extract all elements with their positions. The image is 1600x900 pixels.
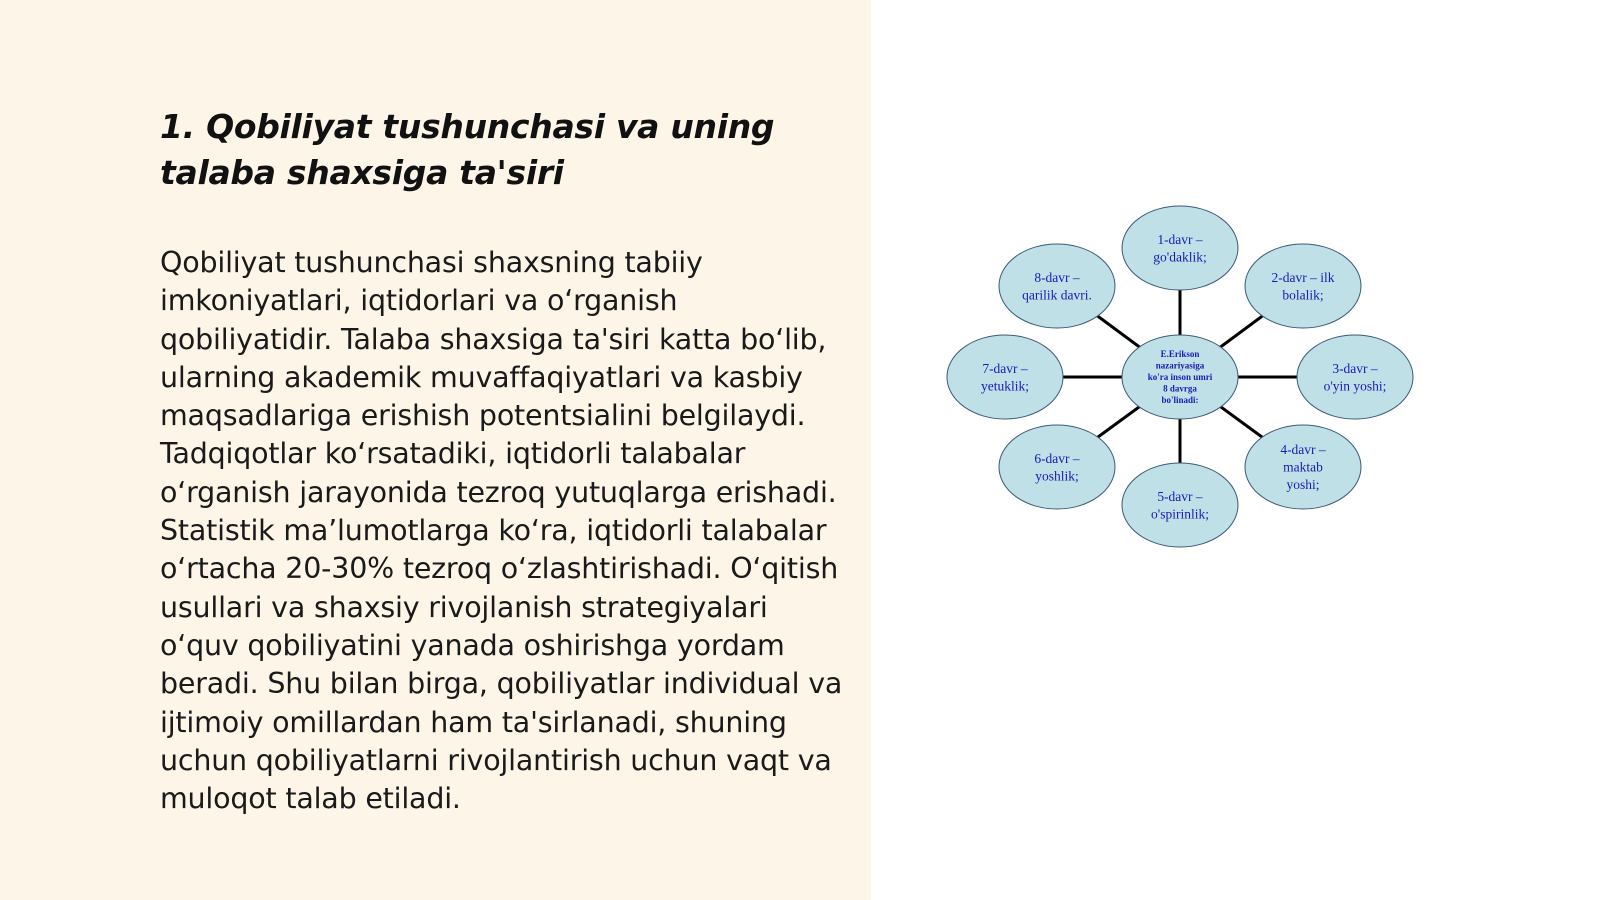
stage-node-6-ellipse <box>999 425 1115 509</box>
stage-node-3-label: 3-davr – o'yin yoshi; <box>1323 360 1387 394</box>
stage-node-7-ellipse <box>947 335 1063 419</box>
erikson-stages-diagram <box>945 200 1445 570</box>
stage-node-2-ellipse <box>1245 244 1361 328</box>
stage-node-2-label: 2-davr – ilk bolalik; <box>1271 269 1335 303</box>
slide-body: Qobiliyat tushunchasi shaxsning tabiiy imkoniyatlari, iqtidorlari va o‘rganish qobiliyatidir. Talaba shaxsiga ta'siri katta bo‘lib, ularning akademik muvaffaqiyatlari va kasbiy maqsadlariga erishish potentsialini belgilaydi. Tadqiqotlar ko‘rsatadiki, iqtidorli talabalar o‘rganish jarayonida tezroq yutuqlarga erishadi. Statistik ma’lumotlarga ko‘ra, iqtidorli talabalar o‘rtacha 20-30% tezroq o‘zlashtirishadi. O‘qitish usullari va shaxsiy rivojlanish strategiyalari o‘quv qobiliyatini yanada oshirishga yordam beradi. Shu bilan birga, qobiliyatlar individual va ijtimoiy omillardan ham ta'sirlanadi, shuning uchun qobiliyatlarni rivojlantirish uchun vaqt va muloqot talab etiladi. <box>160 246 843 816</box>
stage-node-6-label: 6-davr – yoshlik; <box>1034 450 1080 484</box>
stage-node-3-ellipse <box>1297 335 1413 419</box>
stage-node-1-label: 1-davr – go'daklik; <box>1153 231 1207 265</box>
stage-node-8-ellipse <box>999 244 1115 328</box>
stage-node-5-label: 5-davr – o'spirinlik; <box>1151 488 1209 522</box>
stage-node-1-ellipse <box>1122 206 1238 290</box>
stage-node-7-label: 7-davr – yetuklik; <box>981 360 1029 394</box>
slide-title: 1. Qobiliyat tushunchasi va uning talaba shaxsiga ta'siri <box>160 107 775 192</box>
center-node-label: E.Erikson nazariyasiga ko'ra inson umri 8 davrga bo'linadi: <box>1147 349 1213 406</box>
stage-node-8-label: 8-davr – qarilik davri. <box>1022 269 1092 303</box>
stage-node-5-ellipse <box>1122 463 1238 547</box>
stage-node-4-label: 4-davr – maktab yoshi; <box>1280 442 1326 493</box>
